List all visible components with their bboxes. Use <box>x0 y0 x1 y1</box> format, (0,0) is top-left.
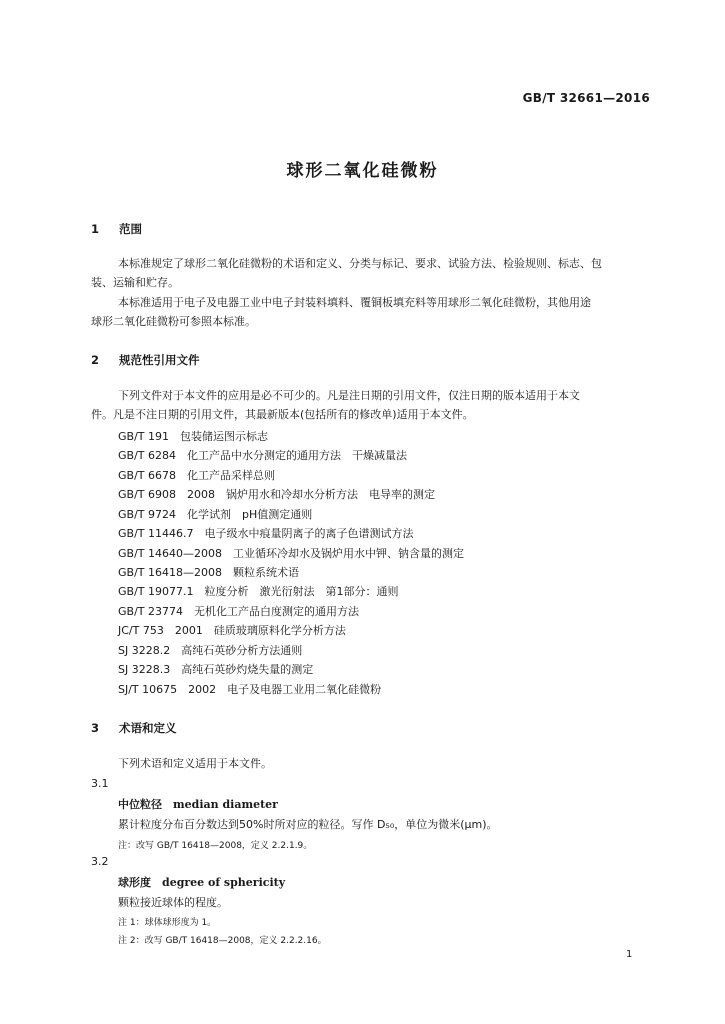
document-title: 球形二氧化硅微粉 <box>286 161 439 181</box>
reference-item: GB/T 11446.7 电子级水中痕量阴离子的离子色谱测试方法 <box>118 527 414 540</box>
reference-item: GB/T 191 包装储运图示标志 <box>118 430 268 443</box>
paragraph-line: 件。凡是不注日期的引用文件，其最新版本(包括所有的修改单)适用于本文件。 <box>91 408 474 421</box>
reference-item: SJ 3228.2 高纯石英砂分析方法通则 <box>118 644 303 657</box>
term-note: 注 2：改写 GB/T 16418—2008，定义 2.2.2.16。 <box>118 936 327 946</box>
reference-item: GB/T 6284 化工产品中水分测定的通用方法 干燥减量法 <box>118 449 407 462</box>
reference-item: GB/T 16418—2008 颗粒系统术语 <box>118 566 299 579</box>
section-number: 3 <box>91 721 100 735</box>
section-1-heading <box>91 221 142 237</box>
term-heading <box>118 796 278 812</box>
page-number: 1 <box>626 949 633 960</box>
term-cn: 中位粒径 <box>118 798 162 811</box>
reference-item: GB/T 6908 2008 锅炉用水和冷却水分析方法 电导率的测定 <box>118 488 435 501</box>
paragraph-line: 球形二氧化硅微粉可参照本标准。 <box>91 315 256 328</box>
term-note: 注 1：球体球形度为 1。 <box>118 918 217 928</box>
paragraph-line: 本标准适用于电子及电器工业中电子封装料填料、覆铜板填充料等用球形二氧化硅微粉，其他用途 <box>118 296 591 309</box>
standard-code: GB/T 32661—2016 <box>522 91 650 105</box>
section-3-heading <box>91 720 177 736</box>
term-definition: 累计粒度分布百分数达到50%时所对应的粒径。写作 D₅₀，单位为微米(μm)。 <box>118 818 498 831</box>
section-number: 1 <box>91 222 100 236</box>
reference-item: GB/T 23774 无机化工产品白度测定的通用方法 <box>118 605 359 618</box>
section-2-heading <box>91 352 200 368</box>
reference-item: GB/T 19077.1 粒度分析 激光衍射法 第1部分：通则 <box>118 585 399 598</box>
reference-item: JC/T 753 2001 硅质玻璃原料化学分析方法 <box>118 624 346 637</box>
paragraph-line: 下列文件对于本文件的应用是必不可少的。凡是注日期的引用文件，仅注日期的版本适用于本文 <box>118 389 580 402</box>
term-note: 注：改写 GB/T 16418—2008，定义 2.2.1.9。 <box>118 841 313 851</box>
section-number: 2 <box>91 353 100 367</box>
paragraph-line: 装、运输和贮存。 <box>91 276 179 289</box>
term-number: 3.2 <box>91 855 109 868</box>
term-definition: 颗粒接近球体的程度。 <box>118 896 228 909</box>
reference-item: GB/T 14640—2008 工业循环冷却水及锅炉用水中钾、钠含量的测定 <box>118 547 464 560</box>
reference-item: SJ/T 10675 2002 电子及电器工业用二氧化硅微粉 <box>118 683 382 696</box>
section-title: 范围 <box>119 222 142 236</box>
term-heading <box>118 874 285 890</box>
reference-item: GB/T 6678 化工产品采样总则 <box>118 469 275 482</box>
term-en: degree of sphericity <box>162 876 286 889</box>
paragraph-line: 本标准规定了球形二氧化硅微粉的术语和定义、分类与标记、要求、试验方法、检验规则、标志、包 <box>118 257 602 270</box>
paragraph-line: 下列术语和定义适用于本文件。 <box>118 757 272 770</box>
reference-item: GB/T 9724 化学试剂 pH值测定通则 <box>118 508 313 521</box>
section-title: 术语和定义 <box>119 721 177 735</box>
term-cn: 球形度 <box>118 876 151 889</box>
term-number: 3.1 <box>91 777 109 790</box>
term-en: median diameter <box>173 798 278 811</box>
reference-item: SJ 3228.3 高纯石英砂灼烧失量的测定 <box>118 663 314 676</box>
section-title: 规范性引用文件 <box>119 353 200 367</box>
